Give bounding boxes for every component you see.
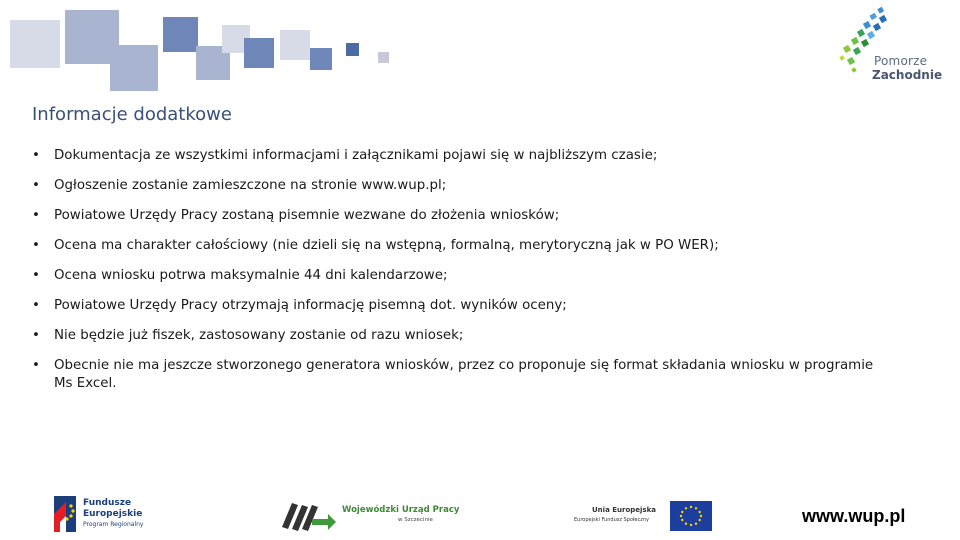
list-item-text: Ocena wniosku potrwa maksymalnie 44 dni kalendarzowe; (54, 268, 448, 283)
pomorze-zachodnie-logo (838, 6, 950, 84)
brand-word-2: Zachodnie (872, 68, 943, 82)
list-item (32, 357, 892, 393)
wup-line-1: Wojewódzki Urząd Pracy (342, 505, 460, 515)
ue-line-1: Unia Europejska (592, 506, 656, 514)
list-item-text: Obecnie nie ma jeszcze stworzonego generatora wniosków, przez co proponuje się format składania wniosku w programie Ms Excel. (54, 358, 874, 391)
list-item-text: Powiatowe Urzędy Pracy zostaną pisemnie wezwane do złożenia wniosków; (54, 208, 560, 223)
bullet-icon: • (32, 208, 40, 223)
bullet-icon: • (32, 148, 40, 163)
list-item (32, 207, 892, 225)
bullet-icon: • (32, 298, 40, 313)
wup-logo (278, 495, 460, 535)
wup-line-2: w Szczecinie (398, 517, 433, 523)
bullet-icon: • (32, 268, 40, 283)
bullet-icon: • (32, 178, 40, 193)
brand-word-1: Pomorze (874, 54, 928, 68)
bullet-icon: • (32, 328, 40, 343)
list-item (32, 237, 892, 255)
list-item (32, 327, 892, 345)
page-title: Informacje dodatkowe (32, 104, 232, 125)
fundusze-europejskie-logo (52, 492, 156, 538)
wup-emblem-icon (278, 497, 338, 533)
list-item-text: Ogłoszenie zostanie zamieszczone na stronie www.wup.pl; (54, 178, 447, 193)
list-item (32, 297, 892, 315)
bullet-icon: • (32, 358, 40, 373)
list-item-text: Nie będzie już fiszek, zastosowany zostanie od razu wniosek; (54, 328, 464, 343)
info-list (32, 147, 892, 393)
bullet-icon: • (32, 238, 40, 253)
list-item (32, 267, 892, 285)
website-link[interactable]: www.wup.pl (802, 506, 906, 526)
list-item-text: Ocena ma charakter całościowy (nie dzieli się na wstępną, formalną, merytoryczną jak w PO WER); (54, 238, 719, 253)
list-item-text: Dokumentacja ze wszystkimi informacjami i załącznikami pojawi się w najbliższym czasie; (54, 148, 658, 163)
fe-line-3: Program Regionalny (83, 521, 144, 528)
ue-logo (570, 500, 712, 532)
list-item (32, 147, 892, 165)
ue-line-2: Europejski Fundusz Społeczny (574, 517, 649, 523)
list-item (32, 177, 892, 195)
fe-line-1: Fundusze (83, 498, 132, 508)
fundusze-europejskie-emblem-icon (52, 492, 80, 536)
fe-line-2: Europejskie (83, 509, 143, 519)
eu-flag-icon (670, 501, 712, 531)
list-item-text: Powiatowe Urzędy Pracy otrzymają informację pisemną dot. wyników oceny; (54, 298, 567, 313)
